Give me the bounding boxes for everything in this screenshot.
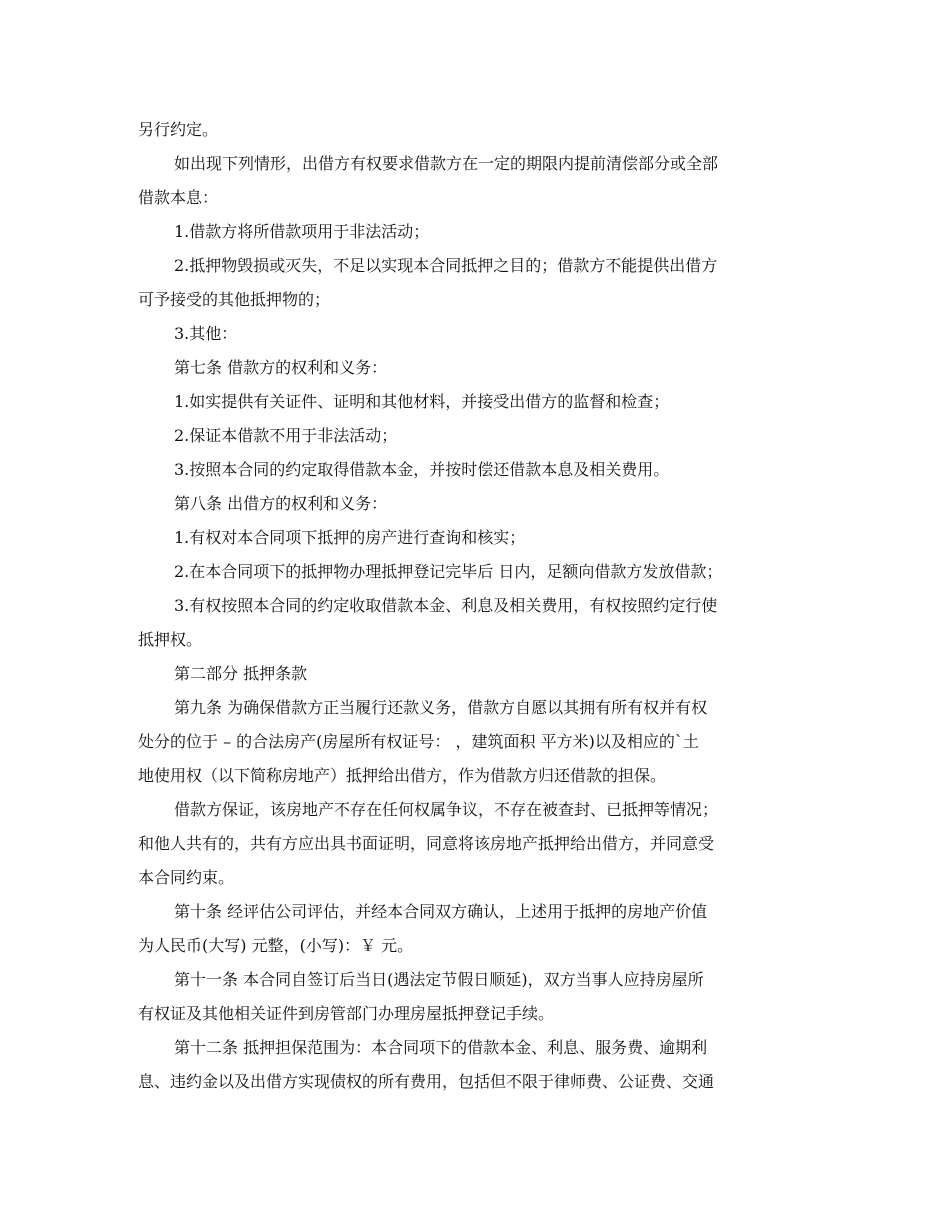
document-line: 借款本息： bbox=[138, 188, 219, 207]
document-line: 有权证及其他相关证件到房管部门办理房屋抵押登记手续。 bbox=[138, 1004, 555, 1023]
document-line: 1.借款方将所借款项用于非法活动； bbox=[174, 222, 430, 241]
document-line: 另行约定。 bbox=[138, 120, 219, 139]
document-line: 息、违约金以及出借方实现债权的所有费用，包括但不限于律师费、公证费、交通 bbox=[138, 1072, 715, 1091]
document-line: 处分的位于 – 的合法房产(房屋所有权证号： ，建筑面积 平方米)以及相应的`土 bbox=[138, 732, 699, 751]
document-body bbox=[138, 113, 818, 1099]
document-line: 地使用权（以下简称房地产）抵押给出借方，作为借款方归还借款的担保。 bbox=[138, 766, 667, 785]
document-line: 借款方保证，该房地产不存在任何权属争议，不存在被查封、已抵押等情况； bbox=[174, 800, 719, 819]
document-line: 第七条 借款方的权利和义务： bbox=[174, 358, 388, 377]
document-line: 和他人共有的，共有方应出具书面证明，同意将该房地产抵押给出借方，并同意受 bbox=[138, 834, 715, 853]
document-line: 2.保证本借款不用于非法活动； bbox=[174, 426, 398, 445]
document-line: 抵押权。 bbox=[138, 630, 203, 649]
document-line: 第十二条 抵押担保范围为：本合同项下的借款本金、利息、服务费、逾期利 bbox=[174, 1038, 708, 1057]
document-line: 3.按照本合同的约定取得借款本金，并按时偿还借款本息及相关费用。 bbox=[174, 460, 670, 479]
document-line: 2.抵押物毁损或灭失，不足以实现本合同抵押之目的；借款方不能提供出借方 bbox=[174, 256, 718, 275]
document-line: 第九条 为确保借款方正当履行还款义务，借款方自愿以其拥有所有权并有权 bbox=[174, 698, 708, 717]
document-line: 为人民币(大写) 元整，(小写)：￥ 元。 bbox=[138, 936, 414, 955]
document-line: 第十条 经评估公司评估，并经本合同双方确认，上述用于抵押的房地产价值 bbox=[174, 902, 708, 921]
document-line: 1.如实提供有关证件、证明和其他材料，并接受出借方的监督和检查； bbox=[174, 392, 670, 411]
document-line: 第十一条 本合同自签订后当日(遇法定节假日顺延)，双方当事人应持房屋所 bbox=[174, 970, 704, 989]
document-line: 本合同约束。 bbox=[138, 868, 235, 887]
document-line: 3.有权按照本合同的约定收取借款本金、利息及相关费用，有权按照约定行使 bbox=[174, 596, 718, 615]
document-line: 如出现下列情形，出借方有权要求借款方在一定的期限内提前清偿部分或全部 bbox=[174, 154, 719, 173]
document-line: 1.有权对本合同项下抵押的房产进行查询和核实； bbox=[174, 528, 526, 547]
document-line: 第二部分 抵押条款 bbox=[174, 664, 308, 683]
document-line: 3.其他： bbox=[174, 324, 238, 343]
document-line: 可予接受的其他抵押物的； bbox=[138, 290, 331, 309]
document-line: 2.在本合同项下的抵押物办理抵押登记完毕后 日内，足额向借款方发放借款； bbox=[174, 562, 723, 581]
document-line: 第八条 出借方的权利和义务： bbox=[174, 494, 388, 513]
